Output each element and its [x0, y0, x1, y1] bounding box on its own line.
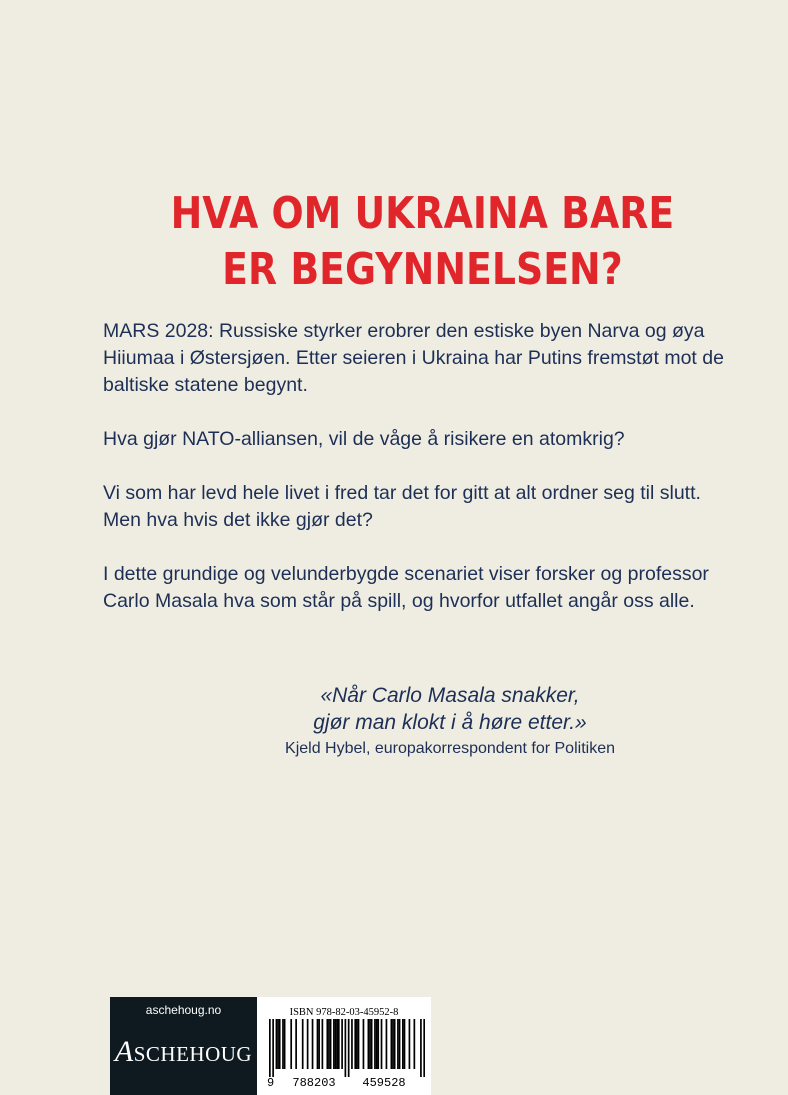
barcode-bar [397, 1019, 399, 1069]
review-quote [210, 682, 690, 760]
publisher-logo-initial: A [114, 1035, 134, 1068]
barcode-bar [351, 1019, 353, 1069]
barcode-guard-bar [345, 1019, 347, 1077]
barcode-bar [391, 1019, 393, 1069]
barcode-bar [402, 1019, 404, 1069]
barcode-bar [376, 1019, 378, 1069]
barcode-guard-bar [272, 1019, 274, 1077]
barcode-bar [354, 1019, 356, 1069]
barcode-bar [374, 1019, 376, 1069]
barcode-bar [290, 1019, 292, 1069]
publisher-url: aschehoug.no [145, 1003, 222, 1017]
barcode-bar [336, 1019, 338, 1069]
ean-lead-digit: 9 [267, 1076, 275, 1090]
barcode-bar [394, 1019, 396, 1069]
ean-group-2: 459528 [362, 1076, 406, 1090]
blurb-paragraph: MARS 2028: Russiske styrker erobrer den estiske byen Narva og øya Hiiumaa i Østersjøen. Etter seieren i Ukraina har Putins fremstøt mot de baltiske statene begynt. [103, 320, 724, 396]
barcode-bar [363, 1019, 365, 1069]
barcode-bar [368, 1019, 370, 1069]
blurb-text [103, 318, 743, 642]
barcode-bar [284, 1019, 286, 1069]
isbn-barcode-box [257, 997, 431, 1095]
barcode-bar [333, 1019, 335, 1069]
barcode-bar [322, 1019, 324, 1069]
ean-digits [267, 1076, 425, 1090]
barcode-bar [377, 1019, 379, 1069]
barcode-bar [335, 1019, 337, 1069]
barcode-bar [279, 1019, 281, 1069]
barcode-bar [338, 1019, 340, 1069]
blurb-paragraph: I dette grundige og velunderbygde scenariet viser forsker og professor Carlo Masala hva som står på spill, og hvorfor utfallet angår oss alle. [103, 563, 709, 612]
quote-line-1: «Når Carlo Masala snakker, [320, 684, 580, 707]
barcode-bar [381, 1019, 383, 1069]
headline-line-1: HVA OM UKRAINA BARE [170, 188, 675, 239]
barcode-guard-bar [420, 1019, 422, 1077]
barcode-bar [318, 1019, 320, 1069]
barcode-bar [392, 1019, 394, 1069]
barcode-bar [341, 1019, 343, 1069]
quote-attribution: Kjeld Hybel, europakorrespondent for Politiken [285, 740, 615, 757]
barcode-bar [358, 1019, 360, 1069]
blurb-paragraph: Vi som har levd hele livet i fred tar det for gitt at alt ordner seg til slutt. Men hva hvis det ikke gjør det? [103, 482, 701, 531]
quote-line-2: gjør man klokt i å høre etter.» [313, 711, 587, 734]
ean-group-1: 788203 [292, 1076, 336, 1090]
barcode-bar [312, 1019, 314, 1069]
barcode-guard-bar [348, 1019, 350, 1077]
headline-line-2: ER BEGYNNELSEN? [222, 244, 623, 295]
publisher-logo-rest: SCHEHOUG [133, 1042, 253, 1066]
publisher-box [110, 997, 257, 1095]
barcode-bar [330, 1019, 332, 1069]
barcode-bar [404, 1019, 406, 1069]
barcode-bar [414, 1019, 416, 1069]
barcode-bar [282, 1019, 284, 1069]
barcode-bar [356, 1019, 358, 1069]
barcode-bar [302, 1019, 304, 1069]
barcode-bar [326, 1019, 328, 1069]
blurb-paragraph: Hva gjør NATO-alliansen, vil de våge å risikere en atomkrig? [103, 428, 625, 450]
publisher-logo [110, 1035, 257, 1069]
barcode-guard-bar [423, 1019, 425, 1077]
barcode-bar [295, 1019, 297, 1069]
barcode-graphic [269, 1019, 425, 1077]
barcode-bar [328, 1019, 330, 1069]
barcode-bar [386, 1019, 388, 1069]
barcode-bar [307, 1019, 309, 1069]
barcode-bar [409, 1019, 411, 1069]
isbn-label: ISBN 978-82-03-45952-8 [289, 1007, 399, 1018]
headline [59, 186, 786, 298]
barcode-guard-bar [269, 1019, 271, 1077]
barcode-bar [399, 1019, 401, 1069]
barcode-bar [317, 1019, 319, 1069]
barcode-bar [369, 1019, 371, 1069]
barcode-bar [371, 1019, 373, 1069]
barcode-bar [276, 1019, 278, 1069]
barcode-bar [277, 1019, 279, 1069]
